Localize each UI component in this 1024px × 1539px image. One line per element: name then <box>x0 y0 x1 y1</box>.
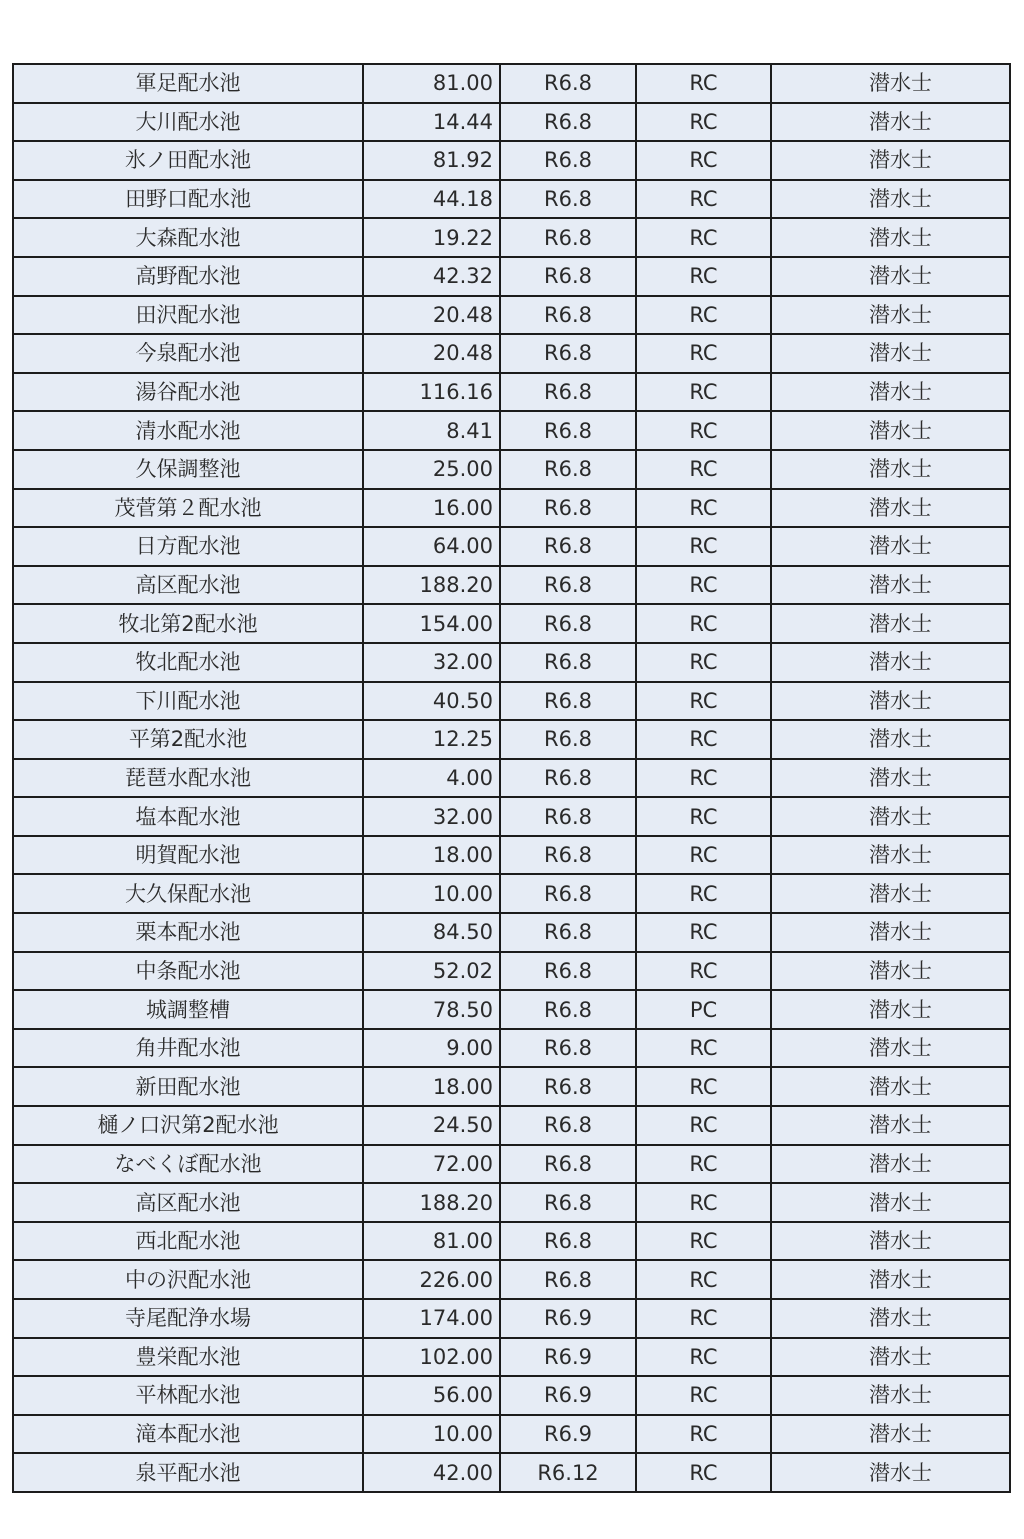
inspection-method-cell: 潜水士 <box>771 990 1010 1029</box>
facility-name-cell: 牧北配水池 <box>13 643 363 682</box>
facility-name-cell: 平第2配水池 <box>13 720 363 759</box>
facility-name-cell: 城調整槽 <box>13 990 363 1029</box>
inspection-method-cell: 潜水士 <box>771 141 1010 180</box>
facility-name-cell: なべくぼ配水池 <box>13 1145 363 1184</box>
structure-type-cell: RC <box>636 141 771 180</box>
table-row <box>13 103 1010 142</box>
table-row <box>13 1145 1010 1184</box>
structure-type-cell: RC <box>636 1415 771 1454</box>
capacity-value-cell: 32.00 <box>363 643 500 682</box>
facility-name-cell: 茂菅第２配水池 <box>13 489 363 528</box>
capacity-value-cell: 24.50 <box>363 1106 500 1145</box>
table-row <box>13 759 1010 798</box>
facility-name-cell: 大久保配水池 <box>13 874 363 913</box>
structure-type-cell: RC <box>636 103 771 142</box>
structure-type-cell: RC <box>636 1222 771 1261</box>
structure-type-cell: RC <box>636 604 771 643</box>
inspection-method-cell: 潜水士 <box>771 489 1010 528</box>
inspection-method-cell: 潜水士 <box>771 874 1010 913</box>
facility-name-cell: 泉平配水池 <box>13 1453 363 1492</box>
facility-name-cell: 樋ノ口沢第2配水池 <box>13 1106 363 1145</box>
capacity-value-cell: 18.00 <box>363 836 500 875</box>
capacity-value-cell: 42.32 <box>363 257 500 296</box>
schedule-date-cell: R6.8 <box>500 141 636 180</box>
capacity-value-cell: 56.00 <box>363 1376 500 1415</box>
schedule-date-cell: R6.8 <box>500 1260 636 1299</box>
facility-name-cell: 塩本配水池 <box>13 797 363 836</box>
capacity-value-cell: 52.02 <box>363 952 500 991</box>
schedule-date-cell: R6.8 <box>500 836 636 875</box>
facility-name-cell: 寺尾配浄水場 <box>13 1299 363 1338</box>
structure-type-cell: RC <box>636 913 771 952</box>
inspection-method-cell: 潜水士 <box>771 296 1010 335</box>
inspection-method-cell: 潜水士 <box>771 604 1010 643</box>
table-row <box>13 720 1010 759</box>
table-row <box>13 450 1010 489</box>
structure-type-cell: RC <box>636 489 771 528</box>
table-row <box>13 874 1010 913</box>
schedule-date-cell: R6.8 <box>500 682 636 721</box>
facility-name-cell: 琵琶水配水池 <box>13 759 363 798</box>
schedule-date-cell: R6.8 <box>500 180 636 219</box>
facility-name-cell: 田沢配水池 <box>13 296 363 335</box>
table-row <box>13 643 1010 682</box>
table-row <box>13 1453 1010 1492</box>
facility-name-cell: 高野配水池 <box>13 257 363 296</box>
structure-type-cell: RC <box>636 450 771 489</box>
capacity-value-cell: 12.25 <box>363 720 500 759</box>
table-row <box>13 373 1010 412</box>
schedule-date-cell: R6.8 <box>500 373 636 412</box>
facility-name-cell: 下川配水池 <box>13 682 363 721</box>
capacity-value-cell: 42.00 <box>363 1453 500 1492</box>
schedule-date-cell: R6.9 <box>500 1338 636 1377</box>
structure-type-cell: RC <box>636 1260 771 1299</box>
table-row <box>13 334 1010 373</box>
structure-type-cell: RC <box>636 1338 771 1377</box>
capacity-value-cell: 84.50 <box>363 913 500 952</box>
inspection-method-cell: 潜水士 <box>771 682 1010 721</box>
schedule-date-cell: R6.9 <box>500 1376 636 1415</box>
facility-name-cell: 角井配水池 <box>13 1029 363 1068</box>
facility-name-cell: 高区配水池 <box>13 566 363 605</box>
schedule-date-cell: R6.8 <box>500 643 636 682</box>
structure-type-cell: RC <box>636 180 771 219</box>
structure-type-cell: RC <box>636 952 771 991</box>
table-row <box>13 952 1010 991</box>
capacity-value-cell: 18.00 <box>363 1067 500 1106</box>
schedule-date-cell: R6.8 <box>500 527 636 566</box>
capacity-value-cell: 188.20 <box>363 1183 500 1222</box>
structure-type-cell: RC <box>636 218 771 257</box>
schedule-date-cell: R6.8 <box>500 874 636 913</box>
structure-type-cell: RC <box>636 759 771 798</box>
inspection-method-cell: 潜水士 <box>771 373 1010 412</box>
structure-type-cell: RC <box>636 334 771 373</box>
facility-name-cell: 田野口配水池 <box>13 180 363 219</box>
structure-type-cell: RC <box>636 1067 771 1106</box>
facility-name-cell: 中の沢配水池 <box>13 1260 363 1299</box>
schedule-date-cell: R6.8 <box>500 759 636 798</box>
inspection-method-cell: 潜水士 <box>771 643 1010 682</box>
table-row <box>13 411 1010 450</box>
facility-table-body <box>13 64 1010 1492</box>
facility-name-cell: 平林配水池 <box>13 1376 363 1415</box>
schedule-date-cell: R6.8 <box>500 952 636 991</box>
inspection-method-cell: 潜水士 <box>771 450 1010 489</box>
capacity-value-cell: 10.00 <box>363 874 500 913</box>
schedule-date-cell: R6.8 <box>500 411 636 450</box>
facility-name-cell: 新田配水池 <box>13 1067 363 1106</box>
capacity-value-cell: 20.48 <box>363 296 500 335</box>
structure-type-cell: RC <box>636 874 771 913</box>
capacity-value-cell: 4.00 <box>363 759 500 798</box>
capacity-value-cell: 64.00 <box>363 527 500 566</box>
table-row <box>13 257 1010 296</box>
structure-type-cell: RC <box>636 257 771 296</box>
capacity-value-cell: 154.00 <box>363 604 500 643</box>
facility-name-cell: 清水配水池 <box>13 411 363 450</box>
structure-type-cell: RC <box>636 682 771 721</box>
inspection-method-cell: 潜水士 <box>771 1145 1010 1184</box>
schedule-date-cell: R6.8 <box>500 1222 636 1261</box>
inspection-method-cell: 潜水士 <box>771 720 1010 759</box>
schedule-date-cell: R6.8 <box>500 913 636 952</box>
capacity-value-cell: 78.50 <box>363 990 500 1029</box>
schedule-date-cell: R6.8 <box>500 489 636 528</box>
capacity-value-cell: 226.00 <box>363 1260 500 1299</box>
facility-name-cell: 軍足配水池 <box>13 64 363 103</box>
schedule-date-cell: R6.8 <box>500 103 636 142</box>
structure-type-cell: RC <box>636 1106 771 1145</box>
structure-type-cell: RC <box>636 296 771 335</box>
structure-type-cell: RC <box>636 411 771 450</box>
structure-type-cell: RC <box>636 1029 771 1068</box>
table-row <box>13 990 1010 1029</box>
table-row <box>13 1260 1010 1299</box>
capacity-value-cell: 102.00 <box>363 1338 500 1377</box>
facility-table <box>12 63 1011 1493</box>
facility-name-cell: 滝本配水池 <box>13 1415 363 1454</box>
table-row <box>13 797 1010 836</box>
schedule-date-cell: R6.9 <box>500 1299 636 1338</box>
table-row <box>13 1376 1010 1415</box>
inspection-method-cell: 潜水士 <box>771 180 1010 219</box>
inspection-method-cell: 潜水士 <box>771 836 1010 875</box>
schedule-date-cell: R6.9 <box>500 1415 636 1454</box>
table-row <box>13 1106 1010 1145</box>
structure-type-cell: RC <box>636 836 771 875</box>
facility-name-cell: 大川配水池 <box>13 103 363 142</box>
inspection-method-cell: 潜水士 <box>771 1029 1010 1068</box>
facility-name-cell: 中条配水池 <box>13 952 363 991</box>
inspection-method-cell: 潜水士 <box>771 1260 1010 1299</box>
capacity-value-cell: 8.41 <box>363 411 500 450</box>
facility-name-cell: 明賀配水池 <box>13 836 363 875</box>
structure-type-cell: RC <box>636 1376 771 1415</box>
inspection-method-cell: 潜水士 <box>771 64 1010 103</box>
inspection-method-cell: 潜水士 <box>771 1453 1010 1492</box>
table-row <box>13 1222 1010 1261</box>
schedule-date-cell: R6.8 <box>500 334 636 373</box>
schedule-date-cell: R6.8 <box>500 64 636 103</box>
table-row <box>13 527 1010 566</box>
facility-name-cell: 高区配水池 <box>13 1183 363 1222</box>
facility-name-cell: 大森配水池 <box>13 218 363 257</box>
inspection-method-cell: 潜水士 <box>771 411 1010 450</box>
capacity-value-cell: 20.48 <box>363 334 500 373</box>
inspection-method-cell: 潜水士 <box>771 759 1010 798</box>
table-row <box>13 180 1010 219</box>
capacity-value-cell: 81.92 <box>363 141 500 180</box>
inspection-method-cell: 潜水士 <box>771 1222 1010 1261</box>
schedule-date-cell: R6.8 <box>500 1145 636 1184</box>
capacity-value-cell: 116.16 <box>363 373 500 412</box>
capacity-value-cell: 10.00 <box>363 1415 500 1454</box>
table-row <box>13 218 1010 257</box>
structure-type-cell: RC <box>636 1183 771 1222</box>
capacity-value-cell: 40.50 <box>363 682 500 721</box>
inspection-method-cell: 潜水士 <box>771 1338 1010 1377</box>
capacity-value-cell: 14.44 <box>363 103 500 142</box>
table-row <box>13 296 1010 335</box>
capacity-value-cell: 81.00 <box>363 64 500 103</box>
capacity-value-cell: 25.00 <box>363 450 500 489</box>
schedule-date-cell: R6.8 <box>500 257 636 296</box>
capacity-value-cell: 32.00 <box>363 797 500 836</box>
schedule-date-cell: R6.8 <box>500 1183 636 1222</box>
structure-type-cell: RC <box>636 373 771 412</box>
facility-name-cell: 湯谷配水池 <box>13 373 363 412</box>
capacity-value-cell: 72.00 <box>363 1145 500 1184</box>
inspection-method-cell: 潜水士 <box>771 952 1010 991</box>
structure-type-cell: RC <box>636 720 771 759</box>
facility-name-cell: 日方配水池 <box>13 527 363 566</box>
inspection-method-cell: 潜水士 <box>771 797 1010 836</box>
schedule-date-cell: R6.8 <box>500 604 636 643</box>
table-row <box>13 1067 1010 1106</box>
facility-name-cell: 栗本配水池 <box>13 913 363 952</box>
schedule-date-cell: R6.8 <box>500 1067 636 1106</box>
facility-name-cell: 久保調整池 <box>13 450 363 489</box>
inspection-method-cell: 潜水士 <box>771 218 1010 257</box>
schedule-date-cell: R6.8 <box>500 1106 636 1145</box>
capacity-value-cell: 9.00 <box>363 1029 500 1068</box>
structure-type-cell: RC <box>636 797 771 836</box>
schedule-date-cell: R6.8 <box>500 566 636 605</box>
schedule-date-cell: R6.8 <box>500 1029 636 1068</box>
inspection-method-cell: 潜水士 <box>771 1299 1010 1338</box>
inspection-method-cell: 潜水士 <box>771 527 1010 566</box>
inspection-method-cell: 潜水士 <box>771 913 1010 952</box>
capacity-value-cell: 174.00 <box>363 1299 500 1338</box>
table-row <box>13 1183 1010 1222</box>
capacity-value-cell: 16.00 <box>363 489 500 528</box>
schedule-date-cell: R6.8 <box>500 797 636 836</box>
facility-name-cell: 氷ノ田配水池 <box>13 141 363 180</box>
table-row <box>13 1029 1010 1068</box>
structure-type-cell: RC <box>636 1299 771 1338</box>
table-row <box>13 489 1010 528</box>
document-page <box>12 63 1009 1493</box>
facility-name-cell: 西北配水池 <box>13 1222 363 1261</box>
structure-type-cell: RC <box>636 643 771 682</box>
table-row <box>13 836 1010 875</box>
table-row <box>13 1299 1010 1338</box>
schedule-date-cell: R6.8 <box>500 720 636 759</box>
schedule-date-cell: R6.8 <box>500 990 636 1029</box>
structure-type-cell: PC <box>636 990 771 1029</box>
facility-name-cell: 今泉配水池 <box>13 334 363 373</box>
table-row <box>13 682 1010 721</box>
inspection-method-cell: 潜水士 <box>771 103 1010 142</box>
inspection-method-cell: 潜水士 <box>771 334 1010 373</box>
capacity-value-cell: 19.22 <box>363 218 500 257</box>
table-row <box>13 566 1010 605</box>
schedule-date-cell: R6.8 <box>500 296 636 335</box>
schedule-date-cell: R6.12 <box>500 1453 636 1492</box>
table-row <box>13 1415 1010 1454</box>
structure-type-cell: RC <box>636 1453 771 1492</box>
inspection-method-cell: 潜水士 <box>771 257 1010 296</box>
table-row <box>13 604 1010 643</box>
facility-name-cell: 豊栄配水池 <box>13 1338 363 1377</box>
structure-type-cell: RC <box>636 527 771 566</box>
inspection-method-cell: 潜水士 <box>771 1183 1010 1222</box>
table-row <box>13 1338 1010 1377</box>
inspection-method-cell: 潜水士 <box>771 1376 1010 1415</box>
inspection-method-cell: 潜水士 <box>771 1106 1010 1145</box>
facility-name-cell: 牧北第2配水池 <box>13 604 363 643</box>
inspection-method-cell: 潜水士 <box>771 1415 1010 1454</box>
table-row <box>13 913 1010 952</box>
inspection-method-cell: 潜水士 <box>771 1067 1010 1106</box>
capacity-value-cell: 44.18 <box>363 180 500 219</box>
schedule-date-cell: R6.8 <box>500 218 636 257</box>
structure-type-cell: RC <box>636 1145 771 1184</box>
table-row <box>13 64 1010 103</box>
capacity-value-cell: 188.20 <box>363 566 500 605</box>
capacity-value-cell: 81.00 <box>363 1222 500 1261</box>
schedule-date-cell: R6.8 <box>500 450 636 489</box>
table-row <box>13 141 1010 180</box>
structure-type-cell: RC <box>636 566 771 605</box>
inspection-method-cell: 潜水士 <box>771 566 1010 605</box>
structure-type-cell: RC <box>636 64 771 103</box>
